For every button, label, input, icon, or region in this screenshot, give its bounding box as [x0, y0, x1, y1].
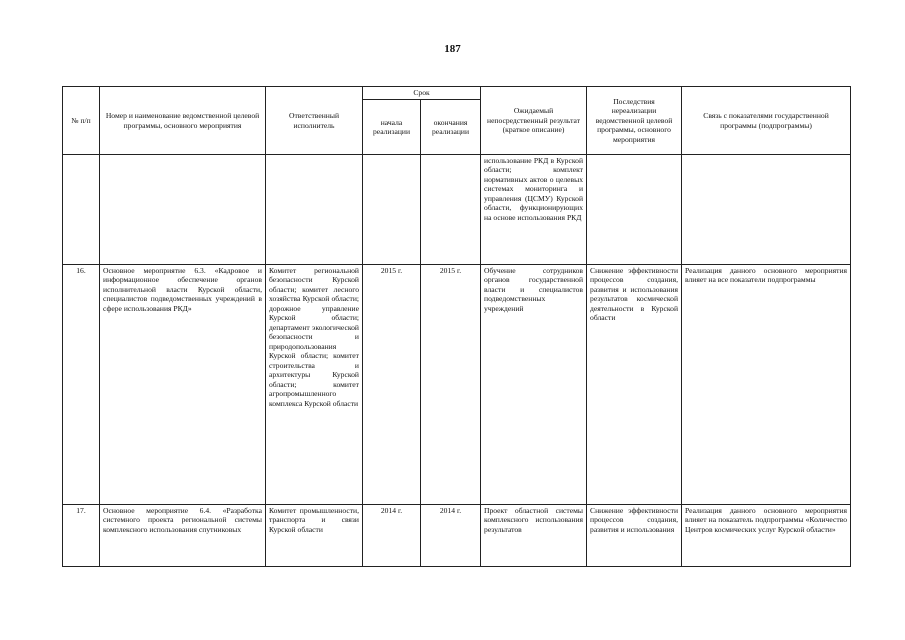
header-num: № п/п	[63, 87, 100, 155]
header-expected: Ожидаемый непосредственный результат (краткое описание)	[481, 87, 587, 155]
cell-name: Основное мероприятие 6.3. «Кадровое и информационное обеспечение органов исполнительной власти Курской области, специалистов подведомственных учреждений в сфере использования РКД»	[100, 265, 266, 505]
cell-link: Реализация данного основного мероприятия влияет на все показатели подпрограммы	[682, 265, 851, 505]
table-header-row	[63, 87, 851, 100]
cell-name: Основное мероприятие 6.4. «Разработка системного проекта региональной системы комплексного использования спутниковых	[100, 505, 266, 567]
cell-num	[63, 155, 100, 265]
header-term: Срок	[363, 87, 481, 100]
cell-start: 2015 г.	[363, 265, 421, 505]
cell-end: 2015 г.	[421, 265, 481, 505]
table-row	[63, 265, 851, 505]
header-name: Номер и наименование ведомственной целевой программы, основного мероприятия	[100, 87, 266, 155]
cell-name	[100, 155, 266, 265]
table-row	[63, 155, 851, 265]
cell-responsible	[266, 155, 363, 265]
cell-consequences: Снижение эффективности процессов создания, развития и использования	[587, 505, 682, 567]
cell-end: 2014 г.	[421, 505, 481, 567]
cell-end	[421, 155, 481, 265]
cell-num: 17.	[63, 505, 100, 567]
cell-link: Реализация данного основного мероприятия влияет на показатель подпрограммы «Количество Центров космических услуг Курской области»	[682, 505, 851, 567]
header-responsible: Ответственный исполнитель	[266, 87, 363, 155]
header-link: Связь с показателями государственной программы (подпрограммы)	[682, 87, 851, 155]
header-consequences: Последствия нереализации ведомственной целевой программы, основного мероприятия	[587, 87, 682, 155]
cell-expected: использование РКД в Курской области; комплект нормативных актов о целевых системах мониторинга и управления (ЦСМУ) Курской области, функционирующих на основе использования РКД	[481, 155, 587, 265]
cell-start	[363, 155, 421, 265]
program-table	[62, 86, 851, 567]
header-term-start: начала реализации	[363, 100, 421, 155]
header-term-end: окончания реализации	[421, 100, 481, 155]
cell-responsible: Комитет региональной безопасности Курской области; комитет лесного хозяйства Курской области; дорожное управление Курской области; департамент экологической безопасности и природопользования Курской области; комитет строительства и архитектуры Курской области; комитет агропромышленного комплекса Курской области	[266, 265, 363, 505]
cell-responsible: Комитет промышленности, транспорта и связи Курской области	[266, 505, 363, 567]
cell-num: 16.	[63, 265, 100, 505]
table-row	[63, 505, 851, 567]
cell-link	[682, 155, 851, 265]
cell-consequences: Снижение эффективности процессов создания, развития и использования результатов космической деятельности в Курской области	[587, 265, 682, 505]
cell-start: 2014 г.	[363, 505, 421, 567]
cell-expected: Обучение сотрудников органов государственной власти и специалистов подведомственных учреждений	[481, 265, 587, 505]
page-number: 187	[444, 43, 461, 55]
cell-consequences	[587, 155, 682, 265]
cell-expected: Проект областной системы комплексного использования результатов	[481, 505, 587, 567]
